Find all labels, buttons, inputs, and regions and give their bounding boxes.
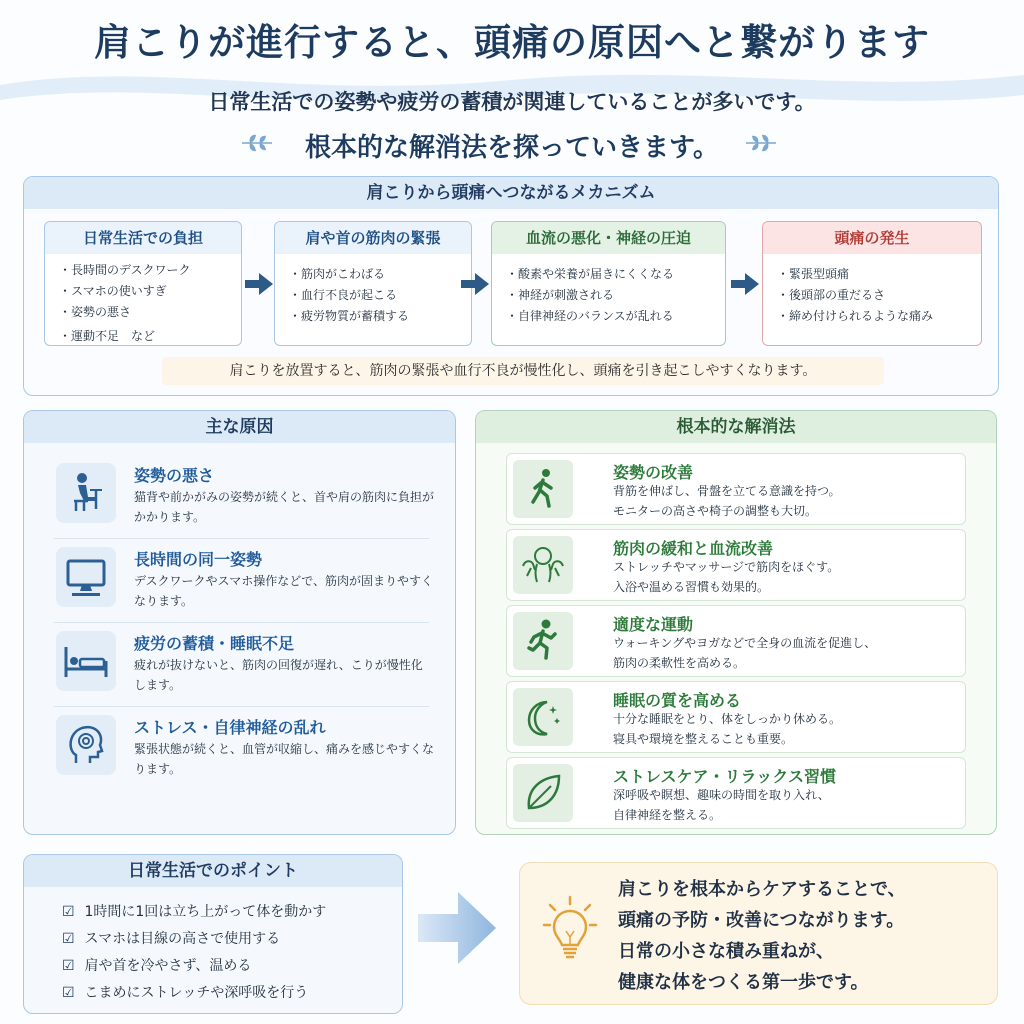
solution-title: 筋肉の緩和と血流改善 xyxy=(613,539,774,558)
points-heading: 日常生活でのポイント xyxy=(24,855,402,887)
solution-desc-line: モニターの高さや椅子の調整も大切。 xyxy=(613,504,818,518)
right-arrow-icon xyxy=(461,273,489,295)
solution-desc-line: 自律神経を整える。 xyxy=(613,808,722,822)
point-item xyxy=(62,980,402,1007)
solution-title: 姿勢の改善 xyxy=(613,463,694,482)
step-title: 日常生活での負担 xyxy=(45,222,241,254)
running-icon xyxy=(513,612,573,670)
solutions-panel xyxy=(475,410,997,835)
solution-title: ストレスケア・リラックス習慣 xyxy=(613,767,837,786)
solution-desc-line: ウォーキングやヨガなどで全身の血流を促進し、 xyxy=(613,636,877,650)
desk-posture-icon xyxy=(56,463,116,523)
point-text: 1時間に1回は立ち上がって体を動かす xyxy=(84,904,327,920)
large-right-arrow-icon xyxy=(418,892,496,964)
conclusion-line: 頭痛の予防・改善につながります。 xyxy=(618,910,905,931)
mechanism-step-muscle-tension xyxy=(274,221,472,346)
solution-desc-line: 入浴や温める習慣も効果的。 xyxy=(613,580,770,594)
conclusion-line: 肩こりを根本からケアすることで、 xyxy=(618,879,906,900)
step-item: ・血行不良が起こる xyxy=(289,288,398,302)
mechanism-heading: 肩こりから頭痛へつながるメカニズム xyxy=(24,177,998,209)
causes-heading: 主な原因 xyxy=(24,411,455,443)
point-text: スマホは目線の高さで使用する xyxy=(84,931,281,947)
causes-panel xyxy=(23,410,456,835)
head-stress-icon xyxy=(56,715,116,775)
daily-points-panel xyxy=(23,854,403,1014)
solutions-heading: 根本的な解消法 xyxy=(476,411,996,443)
step-title: 肩や首の筋肉の緊張 xyxy=(275,222,471,254)
step-item: ・スマホの使いすぎ xyxy=(59,284,167,298)
cause-item xyxy=(54,707,435,791)
solution-description xyxy=(613,557,953,597)
solution-desc-line: 十分な睡眠をとり、体をしっかり休める。 xyxy=(613,712,842,726)
solution-desc-line: ストレッチやマッサージで筋肉をほぐす。 xyxy=(613,560,840,574)
mechanism-panel xyxy=(23,176,999,396)
cause-description: 猫背や前かがみの姿勢が続くと、首や肩の筋肉に負担がかかります。 xyxy=(134,490,435,524)
point-item xyxy=(62,953,402,980)
subtitle-line-2: 根本的な解消法を探っていきます。 xyxy=(305,133,719,163)
cause-title: 疲労の蓄積・睡眠不足 xyxy=(134,634,295,653)
step-item: ・疲労物質が蓄積する xyxy=(289,309,410,323)
mechanism-step-bloodflow xyxy=(491,221,726,346)
right-leaf-ornament-icon xyxy=(744,132,778,154)
mechanism-note: 肩こりを放置すると、筋肉の緊張や血行不良が慢性化し、頭痛を引き起こしやすくなります。 xyxy=(162,357,884,385)
cause-description: 緊張状態が続くと、血管が収縮し、痛みを感じやすくなります。 xyxy=(134,742,435,776)
step-item: ・緊張型頭痛 xyxy=(777,267,850,281)
walking-posture-icon xyxy=(513,460,573,518)
step-title: 血流の悪化・神経の圧迫 xyxy=(492,222,725,254)
solution-item xyxy=(506,757,966,829)
massage-hands-icon xyxy=(513,536,573,594)
conclusion-box xyxy=(519,862,998,1005)
page-title: 肩こりが進行すると、頭痛の原因へと繋がります xyxy=(94,21,930,64)
solution-desc-line: 深呼吸や瞑想、趣味の時間を取り入れ、 xyxy=(613,788,830,802)
cause-item xyxy=(54,539,434,623)
solution-item xyxy=(506,605,966,677)
cause-description: 疲れが抜けないと、筋肉の回復が遅れ、こりが慢性化します。 xyxy=(134,658,423,692)
leaf-icon xyxy=(513,764,573,822)
step-item: ・姿勢の悪さ xyxy=(59,305,132,319)
solution-description xyxy=(613,633,953,673)
solution-desc-line: 寝具や環境を整えることも重要。 xyxy=(613,732,794,746)
checkbox-icon: ☑ xyxy=(62,904,75,920)
mechanism-step-headache xyxy=(762,221,982,346)
checkbox-icon: ☑ xyxy=(62,931,75,947)
right-arrow-icon xyxy=(731,273,759,295)
step-item: ・運動不足 など xyxy=(59,329,156,343)
checkbox-icon: ☑ xyxy=(62,985,75,1001)
conclusion-line: 健康な体をつくる第一歩です。 xyxy=(618,972,869,993)
right-arrow-icon xyxy=(245,273,273,295)
cause-description: デスクワークやスマホ操作などで、筋肉が固まりやすくなります。 xyxy=(134,574,434,608)
solution-desc-line: 筋肉の柔軟性を高める。 xyxy=(613,656,746,670)
point-item xyxy=(62,926,402,953)
solution-desc-line: 背筋を伸ばし、骨盤を立てる意識を持つ。 xyxy=(613,484,841,498)
point-item xyxy=(62,899,402,926)
bed-icon xyxy=(56,631,116,691)
cause-item xyxy=(54,455,435,539)
solution-item xyxy=(506,681,966,753)
conclusion-line: 日常の小さな積み重ねが、 xyxy=(618,941,834,962)
solution-description xyxy=(613,785,953,825)
cause-item xyxy=(54,623,429,707)
conclusion-text xyxy=(618,874,906,998)
solution-title: 睡眠の質を高める xyxy=(613,691,742,710)
solution-description xyxy=(613,481,953,521)
solution-description xyxy=(613,709,953,749)
cause-title: ストレス・自律神経の乱れ xyxy=(134,718,326,737)
step-item: ・酸素や栄養が届きにくくなる xyxy=(506,267,675,281)
moon-stars-icon xyxy=(513,688,573,746)
solution-item xyxy=(506,529,966,601)
step-title: 頭痛の発生 xyxy=(763,222,981,254)
monitor-icon xyxy=(56,547,116,607)
step-item: ・長時間のデスクワーク xyxy=(59,263,191,277)
lightbulb-icon xyxy=(542,895,598,965)
step-item: ・自律神経のバランスが乱れる xyxy=(506,309,674,323)
step-item: ・筋肉がこわばる xyxy=(289,267,386,281)
cause-title: 姿勢の悪さ xyxy=(134,466,215,485)
subtitle-line-1: 日常生活での姿勢や疲労の蓄積が関連していることが多いです。 xyxy=(208,90,816,114)
step-item: ・後頭部の重だるさ xyxy=(777,288,886,302)
cause-title: 長時間の同一姿勢 xyxy=(134,550,263,569)
step-item: ・締め付けられるような痛み xyxy=(777,309,934,323)
point-text: 肩や首を冷やさず、温める xyxy=(84,958,252,974)
step-item: ・神経が刺激される xyxy=(506,288,615,302)
point-text: こまめにストレッチや深呼吸を行う xyxy=(84,985,309,1001)
solution-item xyxy=(506,453,966,525)
mechanism-step-daily-burden xyxy=(44,221,242,346)
checkbox-icon: ☑ xyxy=(62,958,75,974)
solution-title: 適度な運動 xyxy=(613,615,694,634)
